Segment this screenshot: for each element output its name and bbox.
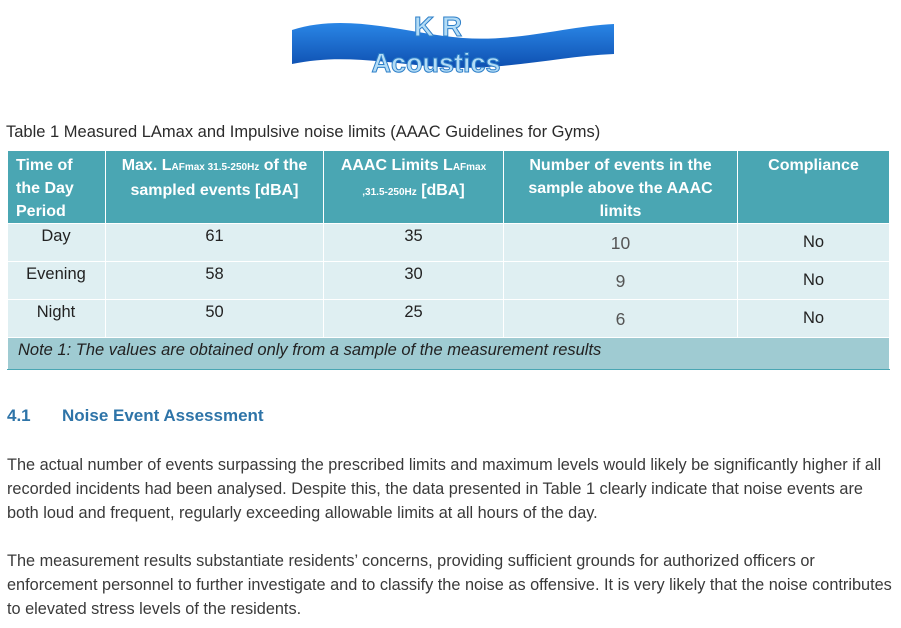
section-number: 4.1 bbox=[7, 406, 31, 425]
cell-events: 10 bbox=[504, 224, 738, 262]
table-row bbox=[8, 224, 890, 262]
logo-line-1: K R bbox=[413, 11, 463, 42]
table-header-row bbox=[8, 151, 890, 224]
cell-limit: 35 bbox=[324, 224, 504, 262]
section-title: Noise Event Assessment bbox=[62, 406, 264, 425]
cell-limit: 30 bbox=[324, 262, 504, 300]
table-note-row bbox=[8, 338, 890, 370]
cell-period: Evening bbox=[8, 262, 106, 300]
cell-compliance: No bbox=[738, 262, 890, 300]
header-time-of-day: Time of the Day Period bbox=[8, 151, 106, 224]
header-aaac-limits: AAAC Limits LAFmax ,31.5-250Hz [dBA] bbox=[324, 151, 504, 224]
section-heading bbox=[7, 406, 264, 426]
cell-period: Night bbox=[8, 300, 106, 338]
noise-limits-table bbox=[7, 150, 890, 370]
paragraph-2: The measurement results substantiate residents’ concerns, providing sufficient grounds for authorized officers or enforcement personnel to further investigate and to classify the noise as offensive. It is very likely that the noise contributes to elevated stress levels of the residents. bbox=[7, 552, 892, 618]
cell-max: 50 bbox=[106, 300, 324, 338]
header-number-of-events: Number of events in the sample above the AAAC limits bbox=[504, 151, 738, 224]
logo-line-2: Acoustics bbox=[371, 48, 501, 78]
table-row bbox=[8, 262, 890, 300]
cell-max: 61 bbox=[106, 224, 324, 262]
cell-events: 6 bbox=[504, 300, 738, 338]
cell-compliance: No bbox=[738, 224, 890, 262]
header-compliance: Compliance bbox=[738, 151, 890, 224]
kr-acoustics-logo bbox=[288, 4, 618, 82]
table-caption: Table 1 Measured LAmax and Impulsive noise limits (AAAC Guidelines for Gyms) bbox=[6, 123, 601, 141]
header-max-level: Max. LAFmax 31.5-250Hz of the sampled events [dBA] bbox=[106, 151, 324, 224]
table-row bbox=[8, 300, 890, 338]
cell-events: 9 bbox=[504, 262, 738, 300]
cell-max: 58 bbox=[106, 262, 324, 300]
cell-compliance: No bbox=[738, 300, 890, 338]
cell-period: Day bbox=[8, 224, 106, 262]
table-note: Note 1: The values are obtained only from a sample of the measurement results bbox=[8, 338, 890, 370]
cell-limit: 25 bbox=[324, 300, 504, 338]
paragraph-1: The actual number of events surpassing the prescribed limits and maximum levels would likely be significantly higher if all recorded incidents had been analysed. Despite this, the data presented in Table 1 clearly indicate that noise events are both loud and frequent, regularly exceeding allowable limits at all hours of the day. bbox=[7, 456, 882, 522]
